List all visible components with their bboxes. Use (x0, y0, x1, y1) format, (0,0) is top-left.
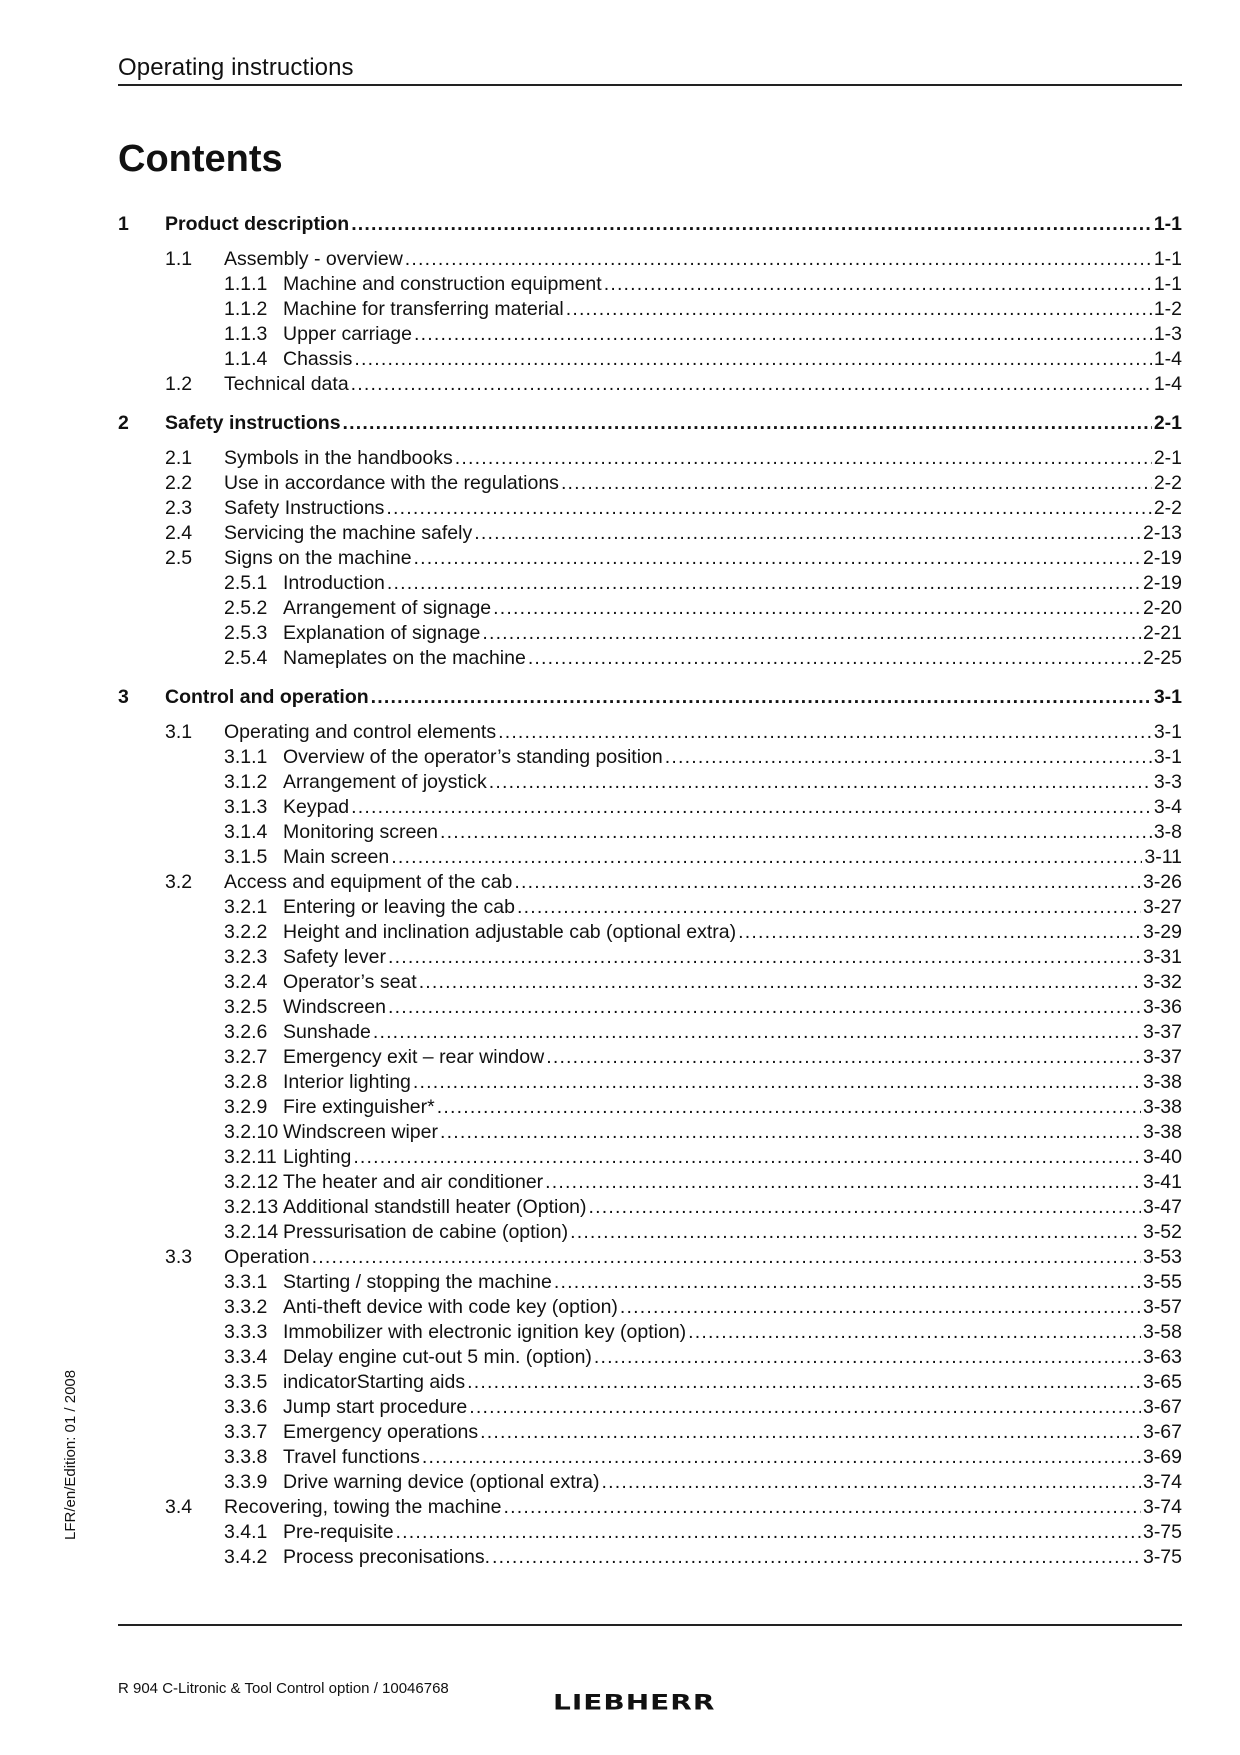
toc-entry-page: 3-1 (1153, 686, 1182, 708)
toc-dot-leader (414, 546, 1141, 571)
toc-entry-number: 3.2 (165, 871, 193, 893)
toc-entry-title: Overview of the operator’s standing position (283, 746, 663, 768)
toc-entry-number: 3.3.3 (224, 1321, 268, 1343)
toc-entry-page: 3-37 (1142, 1046, 1182, 1068)
toc-dot-leader (469, 1395, 1141, 1420)
toc-dot-leader (396, 1520, 1141, 1545)
toc-entry-sub[interactable] (118, 571, 1182, 596)
toc-entry-sub[interactable] (118, 945, 1182, 970)
toc-entry-title: Pressurisation de cabine (option) (283, 1221, 569, 1243)
toc-entry-title: Sunshade (283, 1021, 371, 1043)
toc-entry-title: Arrangement of joystick (283, 771, 487, 793)
toc-entry-number: 2.5.4 (224, 647, 268, 669)
toc-entry-number: 1 (118, 213, 129, 235)
toc-entry-title: Symbols in the handbooks (224, 447, 453, 469)
toc-entry-title: Introduction (283, 572, 385, 594)
toc-dot-leader (467, 1370, 1141, 1395)
toc-dot-leader (545, 1170, 1141, 1195)
toc-entry-sub[interactable] (118, 1095, 1182, 1120)
toc-entry-number: 3.2.8 (224, 1071, 268, 1093)
toc-entry-number: 2.3 (165, 497, 193, 519)
toc-entry-title: Starting / stopping the machine (283, 1271, 552, 1293)
edition-side-note: LFR/en/Edition: 01 / 2008 (62, 1369, 79, 1540)
toc-entry-page: 1-4 (1153, 348, 1182, 370)
toc-dot-leader (373, 1020, 1141, 1045)
toc-entry-number: 2 (118, 412, 129, 434)
toc-entry-sub[interactable] (118, 745, 1182, 770)
toc-entry-number: 2.5.2 (224, 597, 268, 619)
toc-entry-page: 3-41 (1142, 1171, 1182, 1193)
toc-dot-leader (351, 372, 1152, 397)
toc-entry-title: Access and equipment of the cab (224, 871, 513, 893)
toc-entry-title: Additional standstill heater (Option) (283, 1196, 587, 1218)
toc-entry-title: Height and inclination adjustable cab (optional extra) (283, 921, 737, 943)
toc-entry-number: 3.3.5 (224, 1371, 268, 1393)
toc-entry-sub[interactable] (118, 1470, 1182, 1495)
toc-dot-leader (517, 895, 1141, 920)
toc-entry-section[interactable] (118, 372, 1182, 397)
toc-entry-page: 2-1 (1153, 447, 1182, 469)
toc-entry-number: 3.2.7 (224, 1046, 268, 1068)
toc-entry-number: 3.2.10 (224, 1121, 279, 1143)
toc-entry-page: 3-47 (1142, 1196, 1182, 1218)
toc-entry-number: 3.3.1 (224, 1271, 268, 1293)
toc-entry-page: 2-1 (1153, 412, 1182, 434)
toc-entry-page: 3-1 (1153, 746, 1182, 768)
toc-entry-title: Fire extinguisher* (283, 1096, 435, 1118)
toc-entry-title: Emergency exit – rear window (283, 1046, 545, 1068)
toc-entry-chapter[interactable] (118, 411, 1182, 436)
toc-entry-page: 3-57 (1142, 1296, 1182, 1318)
toc-entry-title: Keypad (283, 796, 350, 818)
toc-entry-title: The heater and air conditioner (283, 1171, 544, 1193)
toc-entry-title: Safety lever (283, 946, 386, 968)
toc-entry-page: 3-74 (1142, 1471, 1182, 1493)
toc-entry-title: Delay engine cut-out 5 min. (option) (283, 1346, 592, 1368)
toc-entry-page: 2-20 (1142, 597, 1182, 619)
toc-entry-title: Entering or leaving the cab (283, 896, 515, 918)
toc-dot-leader (413, 1070, 1141, 1095)
toc-entry-sub[interactable] (118, 895, 1182, 920)
toc-entry-title: Drive warning device (optional extra) (283, 1471, 600, 1493)
toc-entry-page: 3-3 (1153, 771, 1182, 793)
toc-entry-page: 1-3 (1153, 323, 1182, 345)
toc-entry-section[interactable] (118, 446, 1182, 471)
toc-entry-sub[interactable] (118, 1295, 1182, 1320)
toc-dot-leader (546, 1045, 1141, 1070)
toc-dot-leader (489, 770, 1152, 795)
toc-entry-title: Main screen (283, 846, 390, 868)
toc-entry-title: Signs on the machine (224, 547, 412, 569)
toc-dot-leader (561, 471, 1152, 496)
toc-entry-number: 3.2.1 (224, 896, 268, 918)
toc-entry-chapter[interactable] (118, 685, 1182, 710)
toc-entry-section[interactable] (118, 496, 1182, 521)
toc-entry-chapter[interactable] (118, 212, 1182, 237)
toc-entry-page: 2-25 (1142, 647, 1182, 669)
contents-heading: Contents (118, 138, 283, 180)
toc-entry-page: 3-67 (1142, 1421, 1182, 1443)
toc-dot-leader (437, 1095, 1141, 1120)
toc-dot-leader (391, 845, 1142, 870)
toc-entry-page: 2-2 (1153, 497, 1182, 519)
toc-entry-sub[interactable] (118, 1070, 1182, 1095)
toc-entry-page: 3-75 (1142, 1546, 1182, 1568)
toc-entry-page: 1-1 (1153, 248, 1182, 270)
toc-entry-sub[interactable] (118, 1170, 1182, 1195)
toc-entry-number: 3 (118, 686, 129, 708)
toc-entry-section[interactable] (118, 720, 1182, 745)
toc-entry-title: Windscreen wiper (283, 1121, 438, 1143)
toc-dot-leader (620, 1295, 1141, 1320)
toc-entry-sub[interactable] (118, 1370, 1182, 1395)
toc-entry-number: 1.1.1 (224, 273, 268, 295)
toc-entry-number: 3.3 (165, 1246, 193, 1268)
toc-entry-page: 3-38 (1142, 1121, 1182, 1143)
toc-dot-leader (589, 1195, 1141, 1220)
toc-entry-sub[interactable] (118, 596, 1182, 621)
page-header-title: Operating instructions (118, 54, 354, 81)
toc-entry-page: 1-1 (1153, 273, 1182, 295)
toc-dot-leader (440, 1120, 1141, 1145)
toc-entry-page: 3-31 (1142, 946, 1182, 968)
toc-entry-title: Pre-requisite (283, 1521, 394, 1543)
toc-dot-leader (455, 446, 1152, 471)
toc-dot-leader (351, 212, 1152, 237)
toc-entry-number: 3.4 (165, 1496, 193, 1518)
toc-entry-title: Travel functions (283, 1446, 420, 1468)
toc-entry-title: Control and operation (165, 686, 369, 708)
toc-entry-section[interactable] (118, 247, 1182, 272)
toc-dot-leader (482, 621, 1141, 646)
toc-entry-page: 3-58 (1142, 1321, 1182, 1343)
toc-entry-sub[interactable] (118, 970, 1182, 995)
toc-entry-page: 2-19 (1142, 547, 1182, 569)
toc-entry-sub[interactable] (118, 621, 1182, 646)
toc-entry-sub[interactable] (118, 845, 1182, 870)
toc-entry-sub[interactable] (118, 1420, 1182, 1445)
toc-entry-number: 3.1.4 (224, 821, 268, 843)
toc-entry-number: 2.5 (165, 547, 193, 569)
toc-entry-title: Anti-theft device with code key (option) (283, 1296, 618, 1318)
toc-dot-leader (353, 1145, 1141, 1170)
toc-entry-title: Technical data (224, 373, 349, 395)
toc-dot-leader (604, 272, 1152, 297)
toc-entry-number: 3.1 (165, 721, 193, 743)
toc-dot-leader (504, 1495, 1141, 1520)
toc-entry-section[interactable] (118, 546, 1182, 571)
toc-entry-title: Upper carriage (283, 323, 412, 345)
toc-entry-page: 3-75 (1142, 1521, 1182, 1543)
toc-entry-page: 3-55 (1142, 1271, 1182, 1293)
toc-entry-page: 2-13 (1142, 522, 1182, 544)
toc-dot-leader (351, 795, 1152, 820)
toc-entry-number: 1.1.4 (224, 348, 268, 370)
toc-entry-number: 3.2.9 (224, 1096, 268, 1118)
toc-entry-sub[interactable] (118, 1520, 1182, 1545)
toc-entry-page: 3-4 (1153, 796, 1182, 818)
toc-entry-title: Operator’s seat (283, 971, 417, 993)
toc-entry-number: 3.2.3 (224, 946, 268, 968)
toc-entry-title: Process preconisations. (283, 1546, 491, 1568)
toc-entry-page: 3-32 (1142, 971, 1182, 993)
toc-entry-page: 3-52 (1142, 1221, 1182, 1243)
toc-entry-number: 3.2.14 (224, 1221, 279, 1243)
toc-dot-leader (419, 970, 1141, 995)
toc-entry-number: 2.5.1 (224, 572, 268, 594)
toc-dot-leader (594, 1345, 1141, 1370)
toc-entry-page: 3-27 (1142, 896, 1182, 918)
toc-entry-page: 3-74 (1142, 1496, 1182, 1518)
toc-entry-number: 3.4.2 (224, 1546, 268, 1568)
toc-entry-page: 3-40 (1142, 1146, 1182, 1168)
toc-entry-sub[interactable] (118, 1195, 1182, 1220)
toc-entry-title: Lighting (283, 1146, 352, 1168)
toc-entry-sub[interactable] (118, 1345, 1182, 1370)
toc-entry-page: 3-65 (1142, 1371, 1182, 1393)
toc-entry-number: 3.2.12 (224, 1171, 279, 1193)
toc-dot-leader (492, 1545, 1141, 1570)
toc-dot-leader (665, 745, 1152, 770)
toc-entry-page: 1-4 (1153, 373, 1182, 395)
toc-entry-title: Immobilizer with electronic ignition key (option) (283, 1321, 687, 1343)
toc-entry-sub[interactable] (118, 1220, 1182, 1245)
toc-dot-leader (388, 945, 1141, 970)
toc-entry-title: indicatorStarting aids (283, 1371, 466, 1393)
toc-entry-title: Monitoring screen (283, 821, 438, 843)
toc-entry-sub[interactable] (118, 1145, 1182, 1170)
toc-entry-sub[interactable] (118, 646, 1182, 671)
toc-entry-number: 3.1.3 (224, 796, 268, 818)
toc-entry-sub[interactable] (118, 920, 1182, 945)
header-divider (118, 84, 1182, 86)
toc-entry-page: 3-29 (1142, 921, 1182, 943)
toc-dot-leader (422, 1445, 1141, 1470)
toc-entry-sub[interactable] (118, 1270, 1182, 1295)
toc-entry-section[interactable] (118, 870, 1182, 895)
toc-entry-number: 3.3.9 (224, 1471, 268, 1493)
toc-entry-sub[interactable] (118, 1045, 1182, 1070)
toc-entry-number: 3.2.2 (224, 921, 268, 943)
toc-dot-leader (493, 596, 1141, 621)
toc-dot-leader (388, 995, 1141, 1020)
toc-dot-leader (312, 1245, 1141, 1270)
toc-entry-number: 3.2.6 (224, 1021, 268, 1043)
toc-dot-leader (354, 347, 1151, 372)
toc-entry-title: Machine for transferring material (283, 298, 564, 320)
toc-entry-page: 3-69 (1142, 1446, 1182, 1468)
toc-dot-leader (688, 1320, 1141, 1345)
toc-entry-title: Chassis (283, 348, 353, 370)
toc-dot-leader (566, 297, 1152, 322)
toc-entry-number: 3.1.1 (224, 746, 268, 768)
toc-entry-title: Jump start procedure (283, 1396, 468, 1418)
toc-dot-leader (387, 571, 1141, 596)
table-of-contents (118, 212, 1182, 1570)
toc-entry-number: 3.4.1 (224, 1521, 268, 1543)
toc-entry-section[interactable] (118, 1245, 1182, 1270)
toc-entry-number: 1.1.2 (224, 298, 268, 320)
toc-entry-number: 2.4 (165, 522, 193, 544)
toc-entry-sub[interactable] (118, 1020, 1182, 1045)
toc-entry-number: 1.1.3 (224, 323, 268, 345)
toc-entry-sub[interactable] (118, 770, 1182, 795)
toc-entry-title: Interior lighting (283, 1071, 411, 1093)
toc-entry-title: Machine and construction equipment (283, 273, 602, 295)
toc-entry-title: Safety instructions (165, 412, 341, 434)
toc-entry-page: 3-37 (1142, 1021, 1182, 1043)
toc-dot-leader (386, 496, 1151, 521)
toc-entry-sub[interactable] (118, 820, 1182, 845)
toc-entry-sub[interactable] (118, 1120, 1182, 1145)
toc-entry-title: Operating and control elements (224, 721, 497, 743)
toc-entry-number: 3.3.8 (224, 1446, 268, 1468)
toc-entry-number: 3.2.13 (224, 1196, 279, 1218)
toc-entry-title: Windscreen (283, 996, 386, 1018)
toc-entry-number: 1.1 (165, 248, 193, 270)
toc-entry-number: 3.2.5 (224, 996, 268, 1018)
toc-entry-number: 3.3.7 (224, 1421, 268, 1443)
toc-entry-sub[interactable] (118, 297, 1182, 322)
toc-entry-sub[interactable] (118, 1445, 1182, 1470)
toc-dot-leader (554, 1270, 1141, 1295)
footer-divider (118, 1624, 1182, 1626)
toc-dot-leader (738, 920, 1141, 945)
toc-entry-page: 2-2 (1153, 472, 1182, 494)
toc-dot-leader (480, 1420, 1141, 1445)
toc-entry-page: 2-19 (1142, 572, 1182, 594)
toc-entry-page: 3-36 (1142, 996, 1182, 1018)
toc-entry-number: 3.2.11 (224, 1146, 277, 1168)
toc-entry-title: Emergency operations (283, 1421, 479, 1443)
toc-dot-leader (405, 247, 1152, 272)
toc-entry-number: 3.1.2 (224, 771, 268, 793)
toc-entry-section[interactable] (118, 471, 1182, 496)
toc-dot-leader (498, 720, 1152, 745)
toc-entry-section[interactable] (118, 1495, 1182, 1520)
liebherr-logo: LIEBHERR (553, 1690, 716, 1715)
toc-entry-sub[interactable] (118, 995, 1182, 1020)
toc-entry-number: 3.3.2 (224, 1296, 268, 1318)
toc-dot-leader (371, 685, 1152, 710)
toc-entry-number: 1.2 (165, 373, 193, 395)
toc-entry-page: 3-67 (1142, 1396, 1182, 1418)
toc-entry-sub[interactable] (118, 795, 1182, 820)
toc-entry-title: Product description (165, 213, 350, 235)
toc-entry-page: 3-11 (1144, 846, 1182, 868)
toc-entry-page: 3-8 (1153, 821, 1182, 843)
toc-entry-sub[interactable] (118, 1320, 1182, 1345)
toc-entry-title: Use in accordance with the regulations (224, 472, 559, 494)
toc-entry-title: Servicing the machine safely (224, 522, 473, 544)
toc-dot-leader (414, 322, 1152, 347)
toc-entry-title: Explanation of signage (283, 622, 481, 644)
toc-entry-title: Operation (224, 1246, 310, 1268)
toc-entry-title: Assembly - overview (224, 248, 403, 270)
toc-entry-sub[interactable] (118, 1395, 1182, 1420)
toc-dot-leader (601, 1470, 1140, 1495)
toc-entry-number: 3.2.4 (224, 971, 268, 993)
toc-entry-page: 2-21 (1142, 622, 1182, 644)
toc-entry-page: 3-26 (1142, 871, 1182, 893)
toc-entry-sub[interactable] (118, 272, 1182, 297)
toc-entry-number: 2.2 (165, 472, 193, 494)
toc-entry-sub[interactable] (118, 322, 1182, 347)
toc-entry-sub[interactable] (118, 1545, 1182, 1570)
toc-entry-page: 1-2 (1153, 298, 1182, 320)
toc-dot-leader (343, 411, 1152, 436)
toc-entry-number: 3.1.5 (224, 846, 268, 868)
toc-entry-number: 2.1 (165, 447, 193, 469)
toc-entry-number: 2.5.3 (224, 622, 268, 644)
toc-entry-title: Nameplates on the machine (283, 647, 526, 669)
toc-dot-leader (570, 1220, 1141, 1245)
toc-entry-number: 3.3.4 (224, 1346, 268, 1368)
toc-entry-title: Arrangement of signage (283, 597, 492, 619)
toc-entry-number: 3.3.6 (224, 1396, 268, 1418)
toc-entry-title: Recovering, towing the machine (224, 1496, 502, 1518)
toc-entry-title: Safety Instructions (224, 497, 385, 519)
toc-entry-page: 3-1 (1153, 721, 1182, 743)
toc-entry-page: 3-38 (1142, 1096, 1182, 1118)
toc-dot-leader (440, 820, 1152, 845)
toc-dot-leader (474, 521, 1141, 546)
toc-entry-sub[interactable] (118, 347, 1182, 372)
toc-entry-section[interactable] (118, 521, 1182, 546)
toc-entry-page: 3-63 (1142, 1346, 1182, 1368)
toc-entry-page: 3-38 (1142, 1071, 1182, 1093)
toc-entry-page: 1-1 (1153, 213, 1182, 235)
toc-dot-leader (514, 870, 1141, 895)
footer-document-reference: R 904 C-Litronic & Tool Control option / 10046768 (118, 1680, 449, 1697)
toc-entry-page: 3-53 (1142, 1246, 1182, 1268)
toc-dot-leader (528, 646, 1141, 671)
